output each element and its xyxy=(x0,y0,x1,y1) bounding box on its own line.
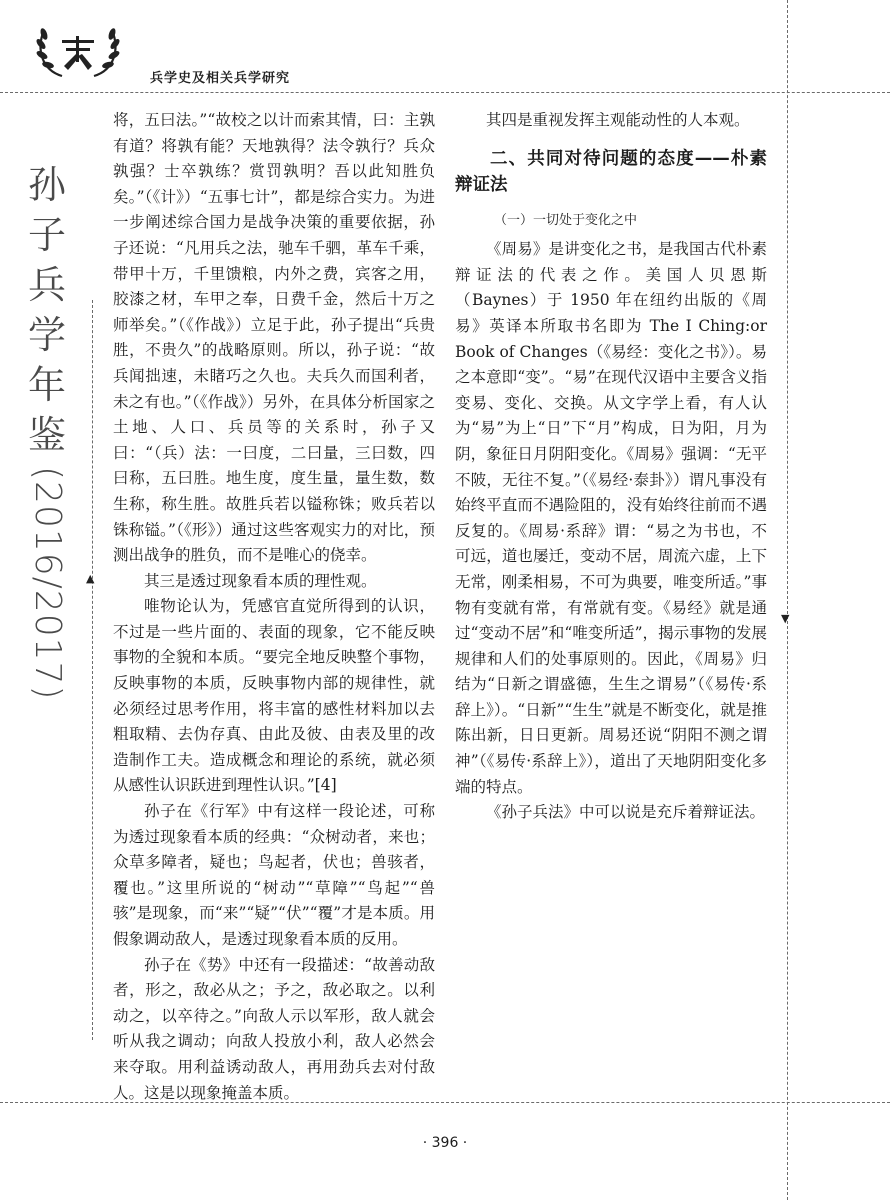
left-margin-line xyxy=(92,300,93,1040)
paragraph: 将，五曰法。”“故校之以计而索其情，曰：主孰有道？将孰有能？天地孰得？法令孰行？兵众孰强？士卒孰练？赏罚孰明？吾以此知胜负矣。”（《计》）“五事七计”，都是综合实力。为进一步阐述综合国力是战争决策的重要依据，孙子还说：“凡用兵之法，驰车千驷，革车千乘，带甲十万，千里馈粮，内外之费，宾客之用，胶漆之材，车甲之奉，日费千金，然后十万之师举矣。”（《作战》）立足于此，孙子提出“兵贵胜，不贵久”的战略原则。所以，孙子说：“故兵闻拙速，未睹巧之久也。夫兵久而国利者，未之有也。”（《作战》）另外，在具体分析国家之土地、人口、兵员等的关系时，孙子又曰：“（兵）法：一曰度，二曰量，三曰数，四曰称，五曰胜。地生度，度生量，量生数，数生称，称生胜。故胜兵若以镒称铢；败兵若以铢称镒。”（《形》）通过这些客观实力的对比，预测出战争的胜负，而不是唯心的侥幸。 xyxy=(113,111,435,565)
paragraph: 其四是重视发挥主观能动性的人本观。 xyxy=(486,111,750,129)
page-number: · 396 · xyxy=(422,1135,468,1151)
subsection-heading: （一）一切处于变化之中 xyxy=(494,212,638,228)
side-title-char: 鉴 xyxy=(27,413,66,457)
right-margin-line xyxy=(787,0,788,1200)
top-divider xyxy=(0,92,890,93)
side-title-char: 子 xyxy=(27,213,66,257)
header-section-title: 兵学史及相关兵学研究 xyxy=(150,71,291,86)
side-title-char: 孙 xyxy=(27,163,66,207)
side-title-char: 兵 xyxy=(27,263,66,307)
paragraph: 其三是透过现象看本质的理性观。 xyxy=(144,571,377,590)
paragraph: 《周易》是讲变化之书，是我国古代朴素辩证法的代表之作。美国人贝恩斯（Baynes）于 1950 年在纽约出版的《周易》英译本所取书名即为 The I Ching:or Book of Changes（《易经：变化之书》）。易之本意即“变”。“易”在现代汉语中主要含义指变易、变化、交换。从文字学上看，有人认为“易”为上“日”下“月”构成，日为阳，月为阴，象征日月阴阳变化。《周易》强调：“无平不陂，无往不复。”（《易经·泰卦》）谓凡事没有始终平直而不遇险阻的，没有始终往前而不遇反复的。《周易·系辞》谓：“易之为书也，不可远，道也屡迁，变动不居，周流六虚，上下无常，刚柔相易，不可为典要，唯变所适。”事物有变就有常，有常就有变。《易经》就是通过“变动不居”和“唯变所适”，揭示事物的发展规律和人们的处事原则的。因此，《周易》归结为“日新之谓盛德，生生之谓易”（《易传·系辞上》）。“日新”“生生”就是不断变化，就是推陈出新，日日更新。周易还说“阴阳不测之谓神”（《易传·系辞上》），道出了天地阴阳变化多端的特点。 xyxy=(455,240,767,796)
left-text-column xyxy=(113,108,435,1106)
side-title-year: (2016/2017) xyxy=(27,466,68,701)
down-arrow-icon: ▼ xyxy=(781,612,790,625)
side-title-char: 年 xyxy=(27,363,66,407)
side-title-char: 学 xyxy=(27,313,66,357)
paragraph: 孙子在《势》中还有一段描述：“故善动敌者，形之，敌必从之；予之，敌必取之。以利动之，以卒待之。”向敌人示以军形，敌人就会听从我之调动；向敌人投放小利，敌人必然会来夺取。用利益诱动敌人，再用劲兵去对付敌人。这是以现象掩盖本质。 xyxy=(113,955,435,1102)
paragraph: 《孙子兵法》中可以说是充斥着辩证法。 xyxy=(486,803,766,822)
right-text-column xyxy=(455,108,767,826)
up-arrow-icon: ▲ xyxy=(86,572,95,585)
paragraph: 唯物论认为，凭感官直觉所得到的认识，不过是一些片面的、表面的现象，它不能反映事物的全貌和本质。“要完全地反映整个事物，反映事物的本质，反映事物内部的规律性，就必须经过思考作用，将丰富的感性材料加以去粗取精、去伪存真、由此及彼、由表及里的改造制作工夫。造成概念和理论的系统，就必须从感性认识跃进到理性认识。”[4] xyxy=(113,597,435,795)
laurel-emblem-icon xyxy=(28,20,128,82)
section-heading: 二、共同对待问题的态度——朴素辩证法 xyxy=(455,148,767,195)
side-book-title xyxy=(22,160,72,700)
paragraph: 孙子在《行军》中有这样一段论述，可称为透过现象看本质的经典：“众树动者，来也；众草多障者，疑也；鸟起者，伏也；兽骇者，覆也。”这里所说的“树动”“草障”“鸟起”“兽骇”是现象，而“来”“疑”“伏”“覆”才是本质。用假象调动敌人，是透过现象看本质的反用。 xyxy=(113,802,435,948)
